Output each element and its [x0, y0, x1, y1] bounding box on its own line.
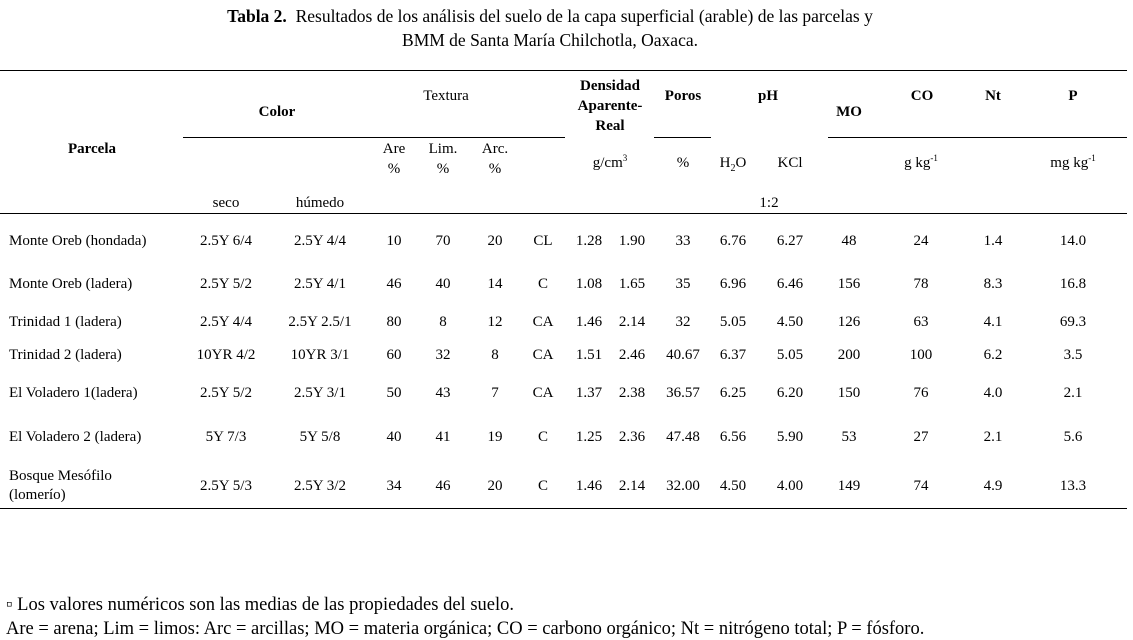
cell-h2o: 4.50: [719, 478, 747, 494]
cell-da: 1.28: [575, 233, 603, 249]
cell-h2o: 6.96: [719, 276, 747, 292]
cell-lim: 40: [435, 276, 451, 292]
cell-clase: C: [537, 276, 549, 292]
cell-humedo: 2.5Y 2.5/1: [288, 314, 352, 330]
cell-h2o: 5.05: [719, 314, 747, 330]
cell-are: 80: [386, 314, 402, 330]
color-group-rule: [183, 137, 565, 138]
cell-are: 10: [386, 233, 402, 249]
cell-dr: 2.14: [618, 314, 646, 330]
cell-mo: 53: [841, 429, 857, 445]
cell-h2o: 6.37: [719, 347, 747, 363]
cell-arc: 7: [491, 385, 499, 401]
cell-arc: 19: [487, 429, 503, 445]
header-unit-gcm3-base: g/cm: [592, 155, 623, 171]
header-densidad-2: Aparente-: [577, 98, 643, 114]
cell-seco: 5Y 7/3: [205, 429, 247, 445]
cell-co: 100: [909, 347, 933, 363]
cell-arc: 20: [487, 478, 503, 494]
cell-seco: 2.5Y 5/3: [200, 478, 252, 494]
cell-humedo: 2.5Y 4/1: [294, 276, 346, 292]
cell-clase: C: [537, 429, 549, 445]
cell-kcl: 6.46: [776, 276, 804, 292]
cell-humedo: 2.5Y 3/1: [294, 385, 346, 401]
header-unit-poros: %: [676, 155, 690, 171]
header-unit-gkg-exp: -1: [930, 153, 938, 163]
cell-mo: 156: [837, 276, 861, 292]
cell-parcela: El Voladero 2 (ladera): [9, 429, 142, 445]
cell-parcela: Monte Oreb (ladera): [9, 276, 133, 292]
cell-parcela: El Voladero 1(ladera): [9, 385, 138, 401]
header-h2o-sub: 2: [730, 163, 736, 174]
caption-text-1: Resultados de los análisis del suelo de la capa superficial (arable) de las parcelas y: [295, 6, 873, 26]
cell-seco: 2.5Y 5/2: [200, 276, 252, 292]
cell-lim: 46: [435, 478, 451, 494]
cell-p: 16.8: [1059, 276, 1087, 292]
cell-poros: 32: [675, 314, 691, 330]
poros-group-rule: [654, 137, 711, 138]
cell-co: 74: [913, 478, 929, 494]
cell-humedo: 10YR 3/1: [290, 347, 350, 363]
header-color: Color: [258, 104, 296, 120]
header-co: CO: [910, 88, 934, 104]
cell-co: 27: [913, 429, 929, 445]
cell-nt: 1.4: [983, 233, 1003, 249]
cell-h2o: 6.25: [719, 385, 747, 401]
caption-line-1: [0, 4, 1100, 28]
cell-arc: 12: [487, 314, 503, 330]
cell-mo: 200: [837, 347, 861, 363]
header-seco: seco: [212, 195, 240, 211]
cell-seco: 2.5Y 4/4: [200, 314, 252, 330]
cell-kcl: 6.20: [776, 385, 804, 401]
cell-clase: CL: [533, 233, 553, 249]
cell-nt: 6.2: [983, 347, 1003, 363]
cell-co: 78: [913, 276, 929, 292]
cell-nt: 2.1: [983, 429, 1003, 445]
cell-mo: 126: [837, 314, 861, 330]
cell-h2o: 6.76: [719, 233, 747, 249]
footnote-1: ▫ Los valores numéricos son las medias de las propiedades del suelo.: [6, 595, 514, 615]
cell-p: 14.0: [1059, 233, 1087, 249]
cell-p: 2.1: [1063, 385, 1083, 401]
header-unit-gcm3: [593, 154, 628, 172]
cell-humedo: 2.5Y 4/4: [294, 233, 346, 249]
cell-nt: 4.9: [983, 478, 1003, 494]
header-lim-2: %: [436, 161, 450, 177]
cell-are: 60: [386, 347, 402, 363]
cell-co: 63: [913, 314, 929, 330]
footnote-2: Are = arena; Lim = limos: Arc = arcillas; MO = materia orgánica; CO = carbono orgánico; Nt = nitrógeno total; P = fósforo.: [6, 619, 925, 639]
cell-clase: C: [537, 478, 549, 494]
header-poros: Poros: [664, 88, 702, 104]
header-unit-gkg-base: g kg: [904, 155, 931, 171]
cell-kcl: 5.90: [776, 429, 804, 445]
cell-dr: 2.14: [618, 478, 646, 494]
cell-p: 69.3: [1059, 314, 1087, 330]
cell-humedo: 5Y 5/8: [299, 429, 341, 445]
cell-parcela: Trinidad 2 (ladera): [9, 347, 122, 363]
cell-lim: 8: [439, 314, 447, 330]
cell-da: 1.25: [575, 429, 603, 445]
cell-parcela-line-2: (lomerío): [9, 487, 66, 503]
cell-nt: 8.3: [983, 276, 1003, 292]
header-unit-mgkg-base: mg kg: [1050, 155, 1089, 171]
header-textura: Textura: [423, 88, 469, 104]
caption-line-2: BMM de Santa María Chilchotla, Oaxaca.: [402, 30, 698, 50]
cell-da: 1.46: [575, 314, 603, 330]
cell-arc: 20: [487, 233, 503, 249]
cell-are: 50: [386, 385, 402, 401]
cell-poros: 36.57: [666, 385, 700, 401]
cell-co: 24: [913, 233, 929, 249]
cell-are: 34: [386, 478, 402, 494]
top-rule: [0, 70, 1127, 71]
cell-nt: 4.0: [983, 385, 1003, 401]
cell-clase: CA: [532, 385, 554, 401]
cell-are: 40: [386, 429, 402, 445]
cell-kcl: 4.50: [776, 314, 804, 330]
cell-lim: 43: [435, 385, 451, 401]
cell-parcela: Bosque Mesófilo: [9, 468, 112, 484]
cell-lim: 32: [435, 347, 451, 363]
header-ph: pH: [757, 88, 779, 104]
cell-dr: 1.90: [618, 233, 646, 249]
cell-poros: 47.48: [666, 429, 700, 445]
header-humedo: húmedo: [295, 195, 345, 211]
cell-seco: 10YR 4/2: [196, 347, 256, 363]
cell-p: 3.5: [1063, 347, 1083, 363]
cell-clase: CA: [532, 347, 554, 363]
cell-lim: 41: [435, 429, 451, 445]
cell-kcl: 5.05: [776, 347, 804, 363]
caption-label: Tabla 2.: [227, 6, 287, 26]
header-arc-1: Arc.: [481, 141, 509, 157]
mid-header-rule: [828, 137, 1127, 138]
header-lim-1: Lim.: [428, 141, 458, 157]
cell-mo: 150: [837, 385, 861, 401]
header-unit-gcm3-exp: 3: [622, 153, 628, 163]
cell-dr: 2.46: [618, 347, 646, 363]
cell-p: 5.6: [1063, 429, 1083, 445]
cell-co: 76: [913, 385, 929, 401]
cell-dr: 2.38: [618, 385, 646, 401]
header-are-1: Are: [382, 141, 406, 157]
cell-lim: 70: [435, 233, 451, 249]
cell-parcela: Monte Oreb (hondada): [9, 233, 147, 249]
cell-mo: 149: [837, 478, 861, 494]
cell-arc: 14: [487, 276, 503, 292]
cell-p: 13.3: [1059, 478, 1087, 494]
cell-poros: 40.67: [666, 347, 700, 363]
cell-da: 1.37: [575, 385, 603, 401]
cell-kcl: 4.00: [776, 478, 804, 494]
header-nt: Nt: [985, 88, 1001, 104]
cell-poros: 32.00: [666, 478, 700, 494]
cell-dr: 1.65: [618, 276, 646, 292]
cell-humedo: 2.5Y 3/2: [294, 478, 346, 494]
header-unit-gkg: [904, 154, 938, 172]
header-densidad-3: Real: [595, 118, 625, 134]
header-unit-mgkg: [1050, 154, 1095, 172]
header-bottom-rule: [0, 213, 1127, 214]
cell-are: 46: [386, 276, 402, 292]
cell-poros: 33: [675, 233, 691, 249]
header-h2o-h: H: [719, 155, 731, 171]
cell-h2o: 6.56: [719, 429, 747, 445]
cell-dr: 2.36: [618, 429, 646, 445]
header-p: P: [1068, 88, 1078, 104]
cell-mo: 48: [841, 233, 857, 249]
header-mo: MO: [836, 104, 862, 120]
table-caption: [0, 4, 1100, 52]
cell-da: 1.46: [575, 478, 603, 494]
header-ratio: 1:2: [759, 195, 779, 211]
table-bottom-rule: [0, 508, 1127, 509]
header-kcl: KCl: [777, 155, 803, 171]
cell-poros: 35: [675, 276, 691, 292]
header-unit-mgkg-exp: -1: [1088, 153, 1096, 163]
header-arc-2: %: [488, 161, 502, 177]
header-h2o-o: O: [735, 155, 747, 171]
header-parcela: Parcela: [67, 141, 117, 157]
header-are-2: %: [387, 161, 401, 177]
cell-nt: 4.1: [983, 314, 1003, 330]
header-h2o: [720, 154, 747, 172]
cell-parcela: Trinidad 1 (ladera): [9, 314, 122, 330]
header-densidad-1: Densidad: [579, 78, 641, 94]
cell-clase: CA: [532, 314, 554, 330]
cell-da: 1.51: [575, 347, 603, 363]
cell-seco: 2.5Y 6/4: [200, 233, 252, 249]
cell-kcl: 6.27: [776, 233, 804, 249]
cell-da: 1.08: [575, 276, 603, 292]
cell-arc: 8: [491, 347, 499, 363]
cell-seco: 2.5Y 5/2: [200, 385, 252, 401]
